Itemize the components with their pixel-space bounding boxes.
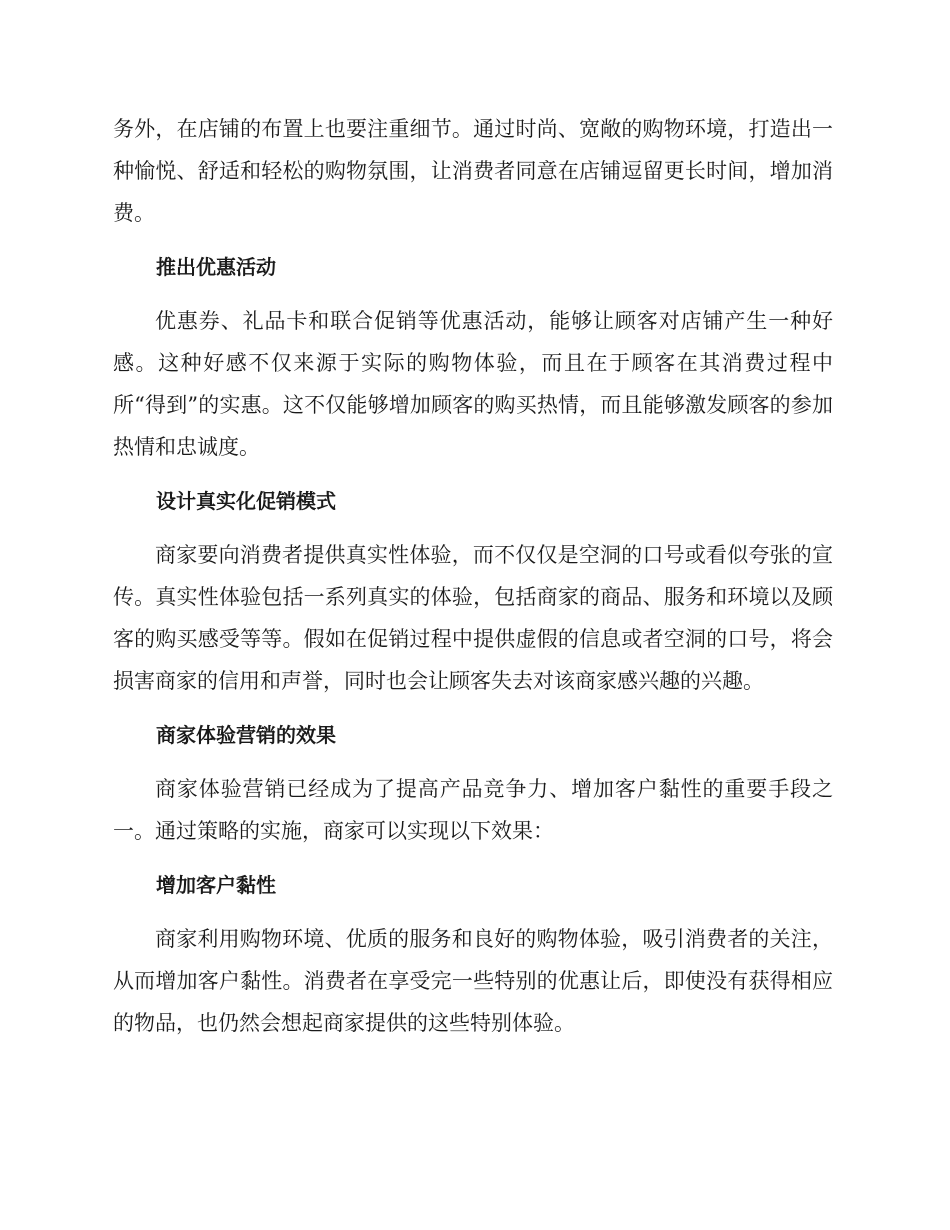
paragraph-customer-stickiness: 商家利用购物环境、优质的服务和良好的购物体验，吸引消费者的关注，从而增加客户黏性。消费者在享受完一些特别的优惠让后，即使没有获得相应的物品，也仍然会想起商家提供的这些特别体验。 bbox=[113, 927, 833, 1035]
heading-marketing-effects: 商家体验营销的效果 bbox=[156, 723, 336, 747]
heading-promotions: 推出优惠活动 bbox=[156, 255, 276, 279]
document-page bbox=[113, 108, 833, 1056]
paragraph-authentic-promotion: 商家要向消费者提供真实性体验，而不仅仅是空洞的口号或看似夸张的宣传。真实性体验包括一系列真实的体验，包括商家的商品、服务和环境以及顾客的购买感受等等。假如在促销过程中提供虚假的信息或者空洞的口号，将会损害商家的信用和声誉，同时也会让顾客失去对该商家感兴趣的兴趣。 bbox=[113, 543, 833, 693]
heading-authentic-promotion: 设计真实化促销模式 bbox=[156, 489, 336, 513]
paragraph-store-layout: 务外，在店铺的布置上也要注重细节。通过时尚、宽敞的购物环境，打造出一种愉悦、舒适和轻松的购物氛围，让消费者同意在店铺逗留更长时间，增加消费。 bbox=[113, 117, 833, 225]
paragraph-promotions: 优惠券、礼品卡和联合促销等优惠活动，能够让顾客对店铺产生一种好感。这种好感不仅来源于实际的购物体验，而且在于顾客在其消费过程中所“得到”的实惠。这不仅能够增加顾客的购买热情，而且能够激发顾客的参加热情和忠诚度。 bbox=[113, 309, 833, 459]
heading-customer-stickiness: 增加客户黏性 bbox=[156, 873, 276, 897]
paragraph-marketing-effects: 商家体验营销已经成为了提高产品竞争力、增加客户黏性的重要手段之一。通过策略的实施，商家可以实现以下效果： bbox=[113, 777, 833, 843]
